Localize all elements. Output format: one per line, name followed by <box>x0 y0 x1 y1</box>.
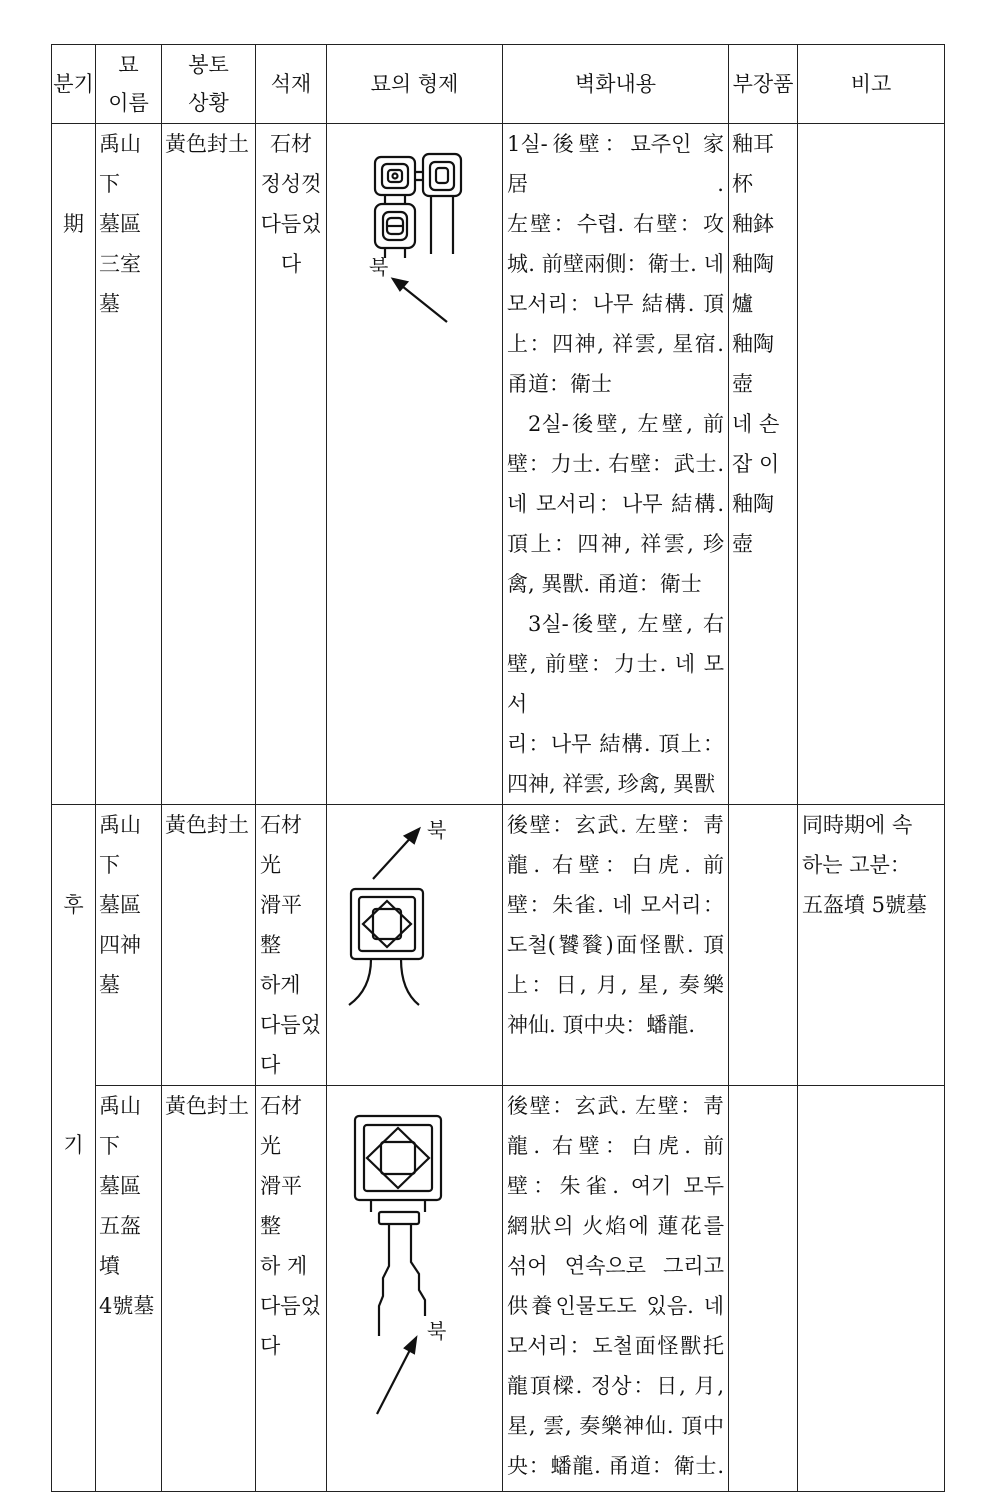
stone-cell: 石材光 滑平整 하 게 다듬었 다 <box>256 1086 327 1492</box>
mural-line: 城. 前壁兩側：衛士. 네 <box>507 252 724 276</box>
header-mound-status: 봉토 상황 <box>162 45 256 124</box>
remarks-cell: 同時期에 속 하는 고분： 五盔墳 5號墓 <box>798 805 945 1086</box>
north-arrow-icon <box>393 279 447 322</box>
period-label: 기 <box>63 1133 84 1157</box>
mural-line: 禽, 異獸. 甬道：衛士 <box>507 572 702 596</box>
header-stone: 석재 <box>256 45 327 124</box>
mural-line: 上：日, 月, 星, 奏樂 <box>507 973 724 997</box>
mural-line: 3실-後壁, 左壁, 右 <box>528 612 724 636</box>
mural-line: 頂上：四神, 祥雲, 珍 <box>507 532 724 556</box>
mural-line: 섞어 연속으로 그리고 <box>507 1254 724 1278</box>
mural-cell <box>503 805 729 1086</box>
north-arrow-icon <box>373 829 419 879</box>
mural-line: 네 모서리：나무 結構. <box>507 492 724 516</box>
north-arrow-icon <box>377 1338 416 1414</box>
tomb-table <box>51 44 945 1492</box>
mural-line: 모서리：도철面怪獸托 <box>507 1334 724 1358</box>
mural-line: 神仙. 頂中央：蟠龍. <box>507 1013 696 1037</box>
mural-line: 壁：力士. 右壁：武士. <box>507 452 724 476</box>
mural-line: 星, 雲, 奏樂神仙. 頂中 <box>507 1414 724 1438</box>
mural-line: 龍. 右壁：白虎. 前 <box>507 1134 724 1158</box>
mural-line: 도철(饕餮)面怪獸. 頂 <box>507 933 724 957</box>
mural-line: 四神, 祥雲, 珍禽, 異獸 <box>507 772 716 796</box>
grave-goods-cell: 釉耳杯 釉鉢 釉陶爐 釉陶壺 네 손 잡 이 釉陶壺 <box>729 124 798 805</box>
mural-line: 龍. 右壁：白虎. 前 <box>507 853 724 877</box>
mural-line: 壁：朱雀. 네 모서리： <box>507 893 724 917</box>
mural-line: 壁, 前壁：力士. 네 모서 <box>507 652 724 716</box>
header-mural: 벽화내용 <box>503 45 729 124</box>
mural-line: 리：나무 結構. 頂上： <box>507 732 724 756</box>
mound-cell: 黃色封土 <box>162 1086 256 1492</box>
tomb-plan-diagram <box>327 124 503 384</box>
table-row <box>52 124 945 805</box>
north-label: 북 <box>427 818 447 842</box>
tomb-form-cell <box>327 805 503 1086</box>
mound-cell: 黃色封土 <box>162 124 256 805</box>
mural-line: 網狀의 火焰에 蓮花를 <box>507 1214 724 1238</box>
header-tomb-name: 묘 이름 <box>96 45 162 124</box>
stone-cell: 石材光 滑平整 하게 다듬었 다 <box>256 805 327 1086</box>
tomb-plan-diagram <box>327 805 503 1041</box>
tomb-name-cell: 禹山下 墓區 三室墓 <box>96 124 162 805</box>
remarks-cell <box>798 1086 945 1492</box>
tomb-name-cell: 禹山下 墓區 五盔墳 4號墓 <box>96 1086 162 1492</box>
mural-line: 2실-後壁, 左壁, 前 <box>528 412 724 436</box>
mural-line: 後壁：玄武. 左壁：靑 <box>507 813 724 837</box>
mural-line: 壁：朱雀. 여기 모두 <box>507 1174 724 1198</box>
period-cell-late <box>52 805 96 1492</box>
table-row <box>52 1086 945 1492</box>
tomb-plan-diagram <box>327 1086 503 1491</box>
mural-line: 龍頂樑. 정상：日, 月, <box>507 1374 724 1398</box>
mural-line: 央：蟠龍. 甬道：衛士. <box>507 1454 724 1478</box>
period-cell-early <box>52 124 96 805</box>
header-period: 분기 <box>52 45 96 124</box>
north-label: 북 <box>427 1319 447 1343</box>
remarks-cell <box>798 124 945 805</box>
mural-line: 左壁：수렵. 右壁：攻 <box>507 212 724 236</box>
north-label: 북 <box>369 255 389 279</box>
mural-line: 모서리：나무 結構. 頂 <box>507 292 724 316</box>
tomb-form-cell <box>327 1086 503 1492</box>
header-remarks: 비고 <box>798 45 945 124</box>
mound-cell: 黃色封土 <box>162 805 256 1086</box>
tomb-form-cell <box>327 124 503 805</box>
mural-line: 甬道：衛士 <box>507 372 612 396</box>
mural-line: 1실-後壁：묘주인 家居. <box>507 132 724 196</box>
header-grave-goods: 부장품 <box>729 45 798 124</box>
mural-cell <box>503 124 729 805</box>
mural-line: 後壁：玄武. 左壁：靑 <box>507 1094 724 1118</box>
grave-goods-cell <box>729 805 798 1086</box>
stone-cell: 石材 정성껏 다듬었 다 <box>256 124 327 805</box>
grave-goods-cell <box>729 1086 798 1492</box>
header-row <box>52 45 945 124</box>
period-label: 후 <box>63 893 84 917</box>
mural-cell <box>503 1086 729 1492</box>
mural-line: 上：四神, 祥雲, 星宿. <box>507 332 724 356</box>
table-row <box>52 805 945 1086</box>
header-tomb-form: 묘의 형제 <box>327 45 503 124</box>
tomb-name-cell: 禹山下 墓區 四神墓 <box>96 805 162 1086</box>
mural-line: 供養인물도도 있음. 네 <box>507 1294 724 1318</box>
period-label: 期 <box>63 212 84 236</box>
